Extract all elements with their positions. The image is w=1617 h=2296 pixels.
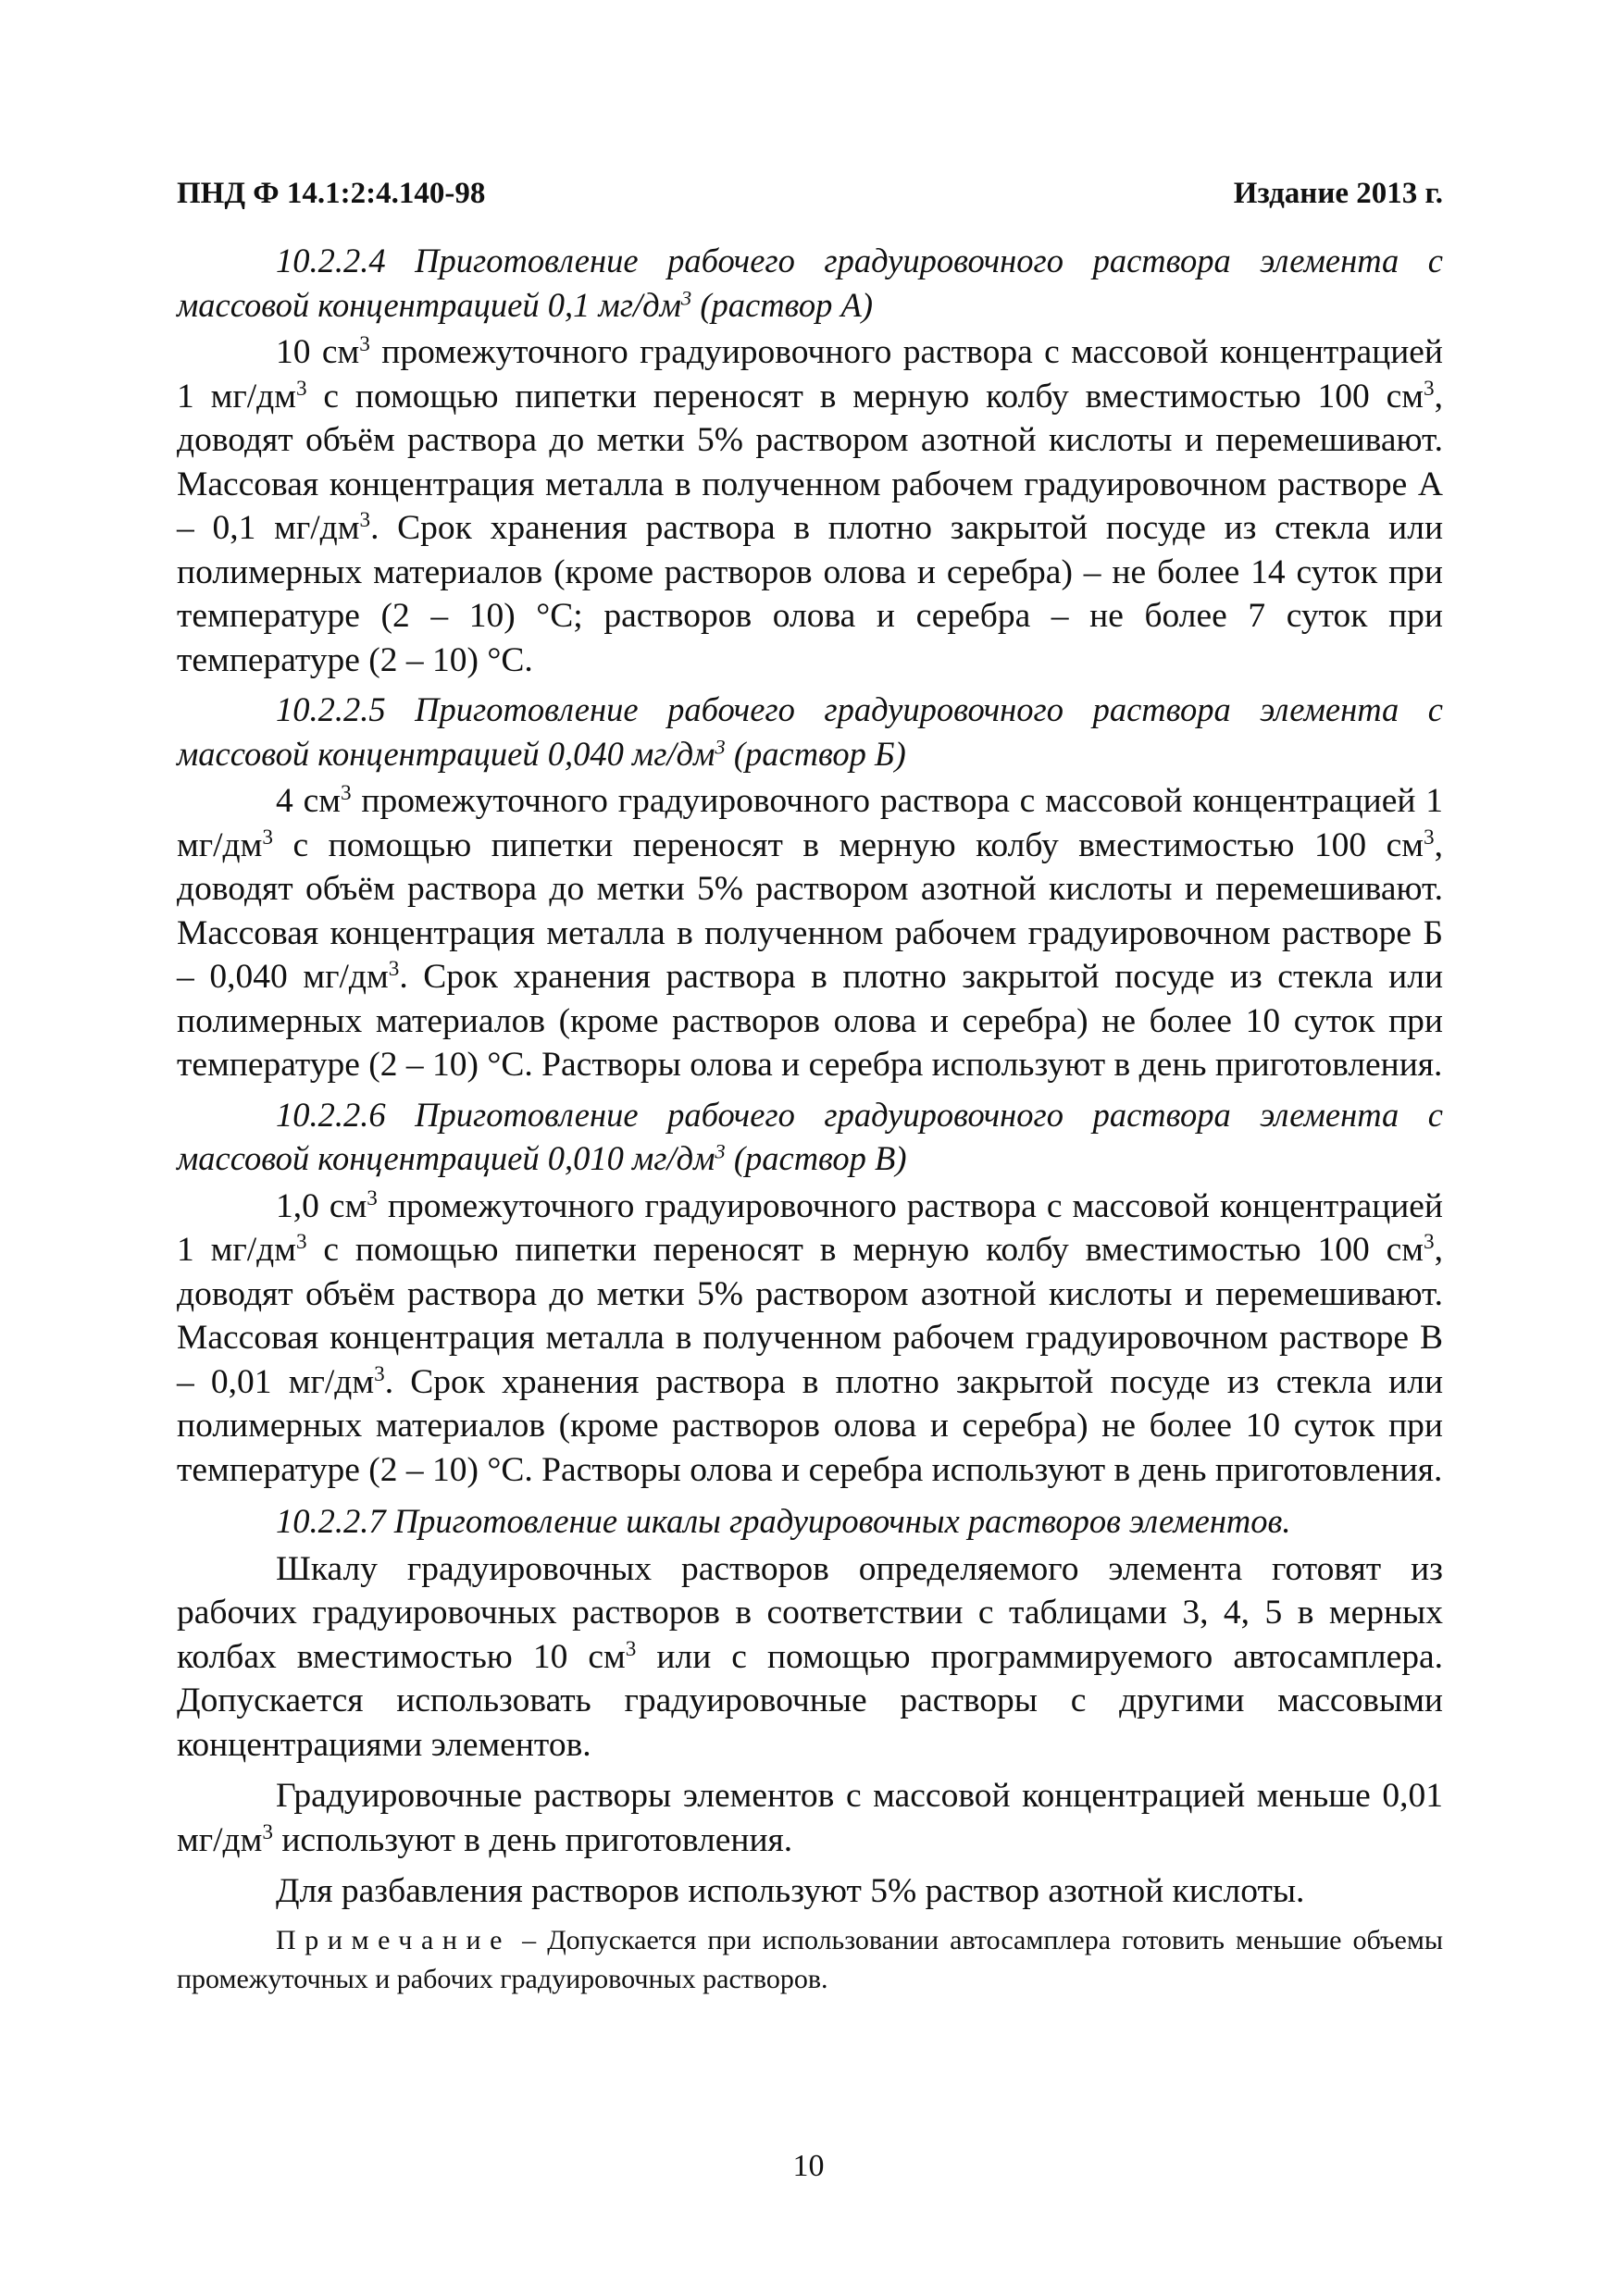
low-concentration-paragraph: Градуировочные растворы элементов с массовой концентрацией меньше 0,01 $мг/дм^3$ используют в день приготовления.	[177, 1777, 1443, 1859]
section-paragraph-10-2-2-4: 10 $см^3$ промежуточного градуировочного раствора с массовой концентрацией 1 $мг/дм^3$ с помощью пипетки переносят в мерную колбу вместимостью 100 $см^3$, доводят объём раствора до метки 5% раствором азотной кислоты и перемешивают. Массовая концентрация металла в полученном рабочем градуировочном растворе А – 0,1 $мг/дм^3$. Срок хранения раствора в плотно закрытой посуде из стекла или полимерных материалов (кроме растворов олова и серебра) – не более 14 суток при температуре (2 – 10) °С; растворов олова и серебра – не более 7 суток при температуре (2 – 10) °С.	[177, 332, 1444, 679]
note-label: Примечание	[276, 1924, 512, 1955]
section-heading-10-2-2-4: 10.2.2.4 Приготовление рабочего градуировочного раствора элемента с массовой концентрацией 0,1 $мг/дм^3$ (раствор А)	[177, 242, 1443, 324]
note-paragraph: Примечание – Допускается при использовании автосамплера готовить меньшие объемы промежуточных и рабочих градуировочных растворов.	[177, 1924, 1444, 1994]
section-heading-10-2-2-6: 10.2.2.6 Приготовление рабочего градуировочного раствора элемента с массовой концентрацией 0,010 $мг/дм^3$ (раствор В)	[177, 1095, 1443, 1177]
section-paragraph-10-2-2-5: 4 $см^3$ промежуточного градуировочного раствора с массовой концентрацией 1 $мг/дм^3$ с помощью пипетки переносят в мерную колбу вместимостью 100 $см^3$, доводят объём раствора до метки 5% раствором азотной кислоты и перемешивают. Массовая концентрация металла в полученном рабочем градуировочном растворе Б – 0,040 $мг/дм^3$. Срок хранения раствора в плотно закрытой посуде из стекла или полимерных материалов (кроме растворов олова и серебра) не более 10 суток при температуре (2 – 10) °С. Растворы олова и серебра используют в день приготовления.	[177, 781, 1444, 1084]
edition-year: Издание 2013 г.	[1233, 177, 1443, 210]
section-paragraph-10-2-2-6: 1,0 $см^3$ промежуточного градуировочного раствора с массовой концентрацией 1 $мг/дм^3$ с помощью пипетки переносят в мерную колбу вместимостью 100 $см^3$, доводят объём раствора до метки 5% раствором азотной кислоты и перемешивают. Массовая концентрация металла в полученном рабочем градуировочном растворе В – 0,01 $мг/дм^3$. Срок хранения раствора в плотно закрытой посуде из стекла или полимерных материалов (кроме растворов олова и серебра) не более 10 суток при температуре (2 – 10) °С. Растворы олова и серебра используют в день приготовления.	[177, 1185, 1444, 1489]
document-code: ПНД Ф 14.1:2:4.140-98	[177, 177, 486, 210]
page-header	[177, 171, 1443, 216]
section-heading-10-2-2-5: 10.2.2.5 Приготовление рабочего градуировочного раствора элемента с массовой концентрацией 0,040 $мг/дм^3$ (раствор Б)	[177, 690, 1443, 773]
dilution-paragraph: Для разбавления растворов используют 5% раствор азотной кислоты.	[276, 1872, 1305, 1910]
scale-preparation-paragraph: Шкалу градуировочных растворов определяемого элемента готовят из рабочих градуировочных растворов в соответствии с таблицами 3, 4, 5 в мерных колбах вместимостью 10 $см^3$ или с помощью программируемого автосамплера. Допускается использовать градуировочные растворы с другими массовыми концентрациями элементов.	[177, 1549, 1443, 1764]
page-number: 10	[792, 2149, 825, 2183]
section-heading-10-2-2-7: 10.2.2.7 Приготовление шкалы градуировочных растворов элементов.	[276, 1502, 1291, 1540]
note-text: Допускается при использовании автосамплера готовить меньшие объемы промежуточных и рабочих градуировочных растворов.	[177, 1924, 1444, 1994]
document-body	[177, 239, 1443, 2027]
